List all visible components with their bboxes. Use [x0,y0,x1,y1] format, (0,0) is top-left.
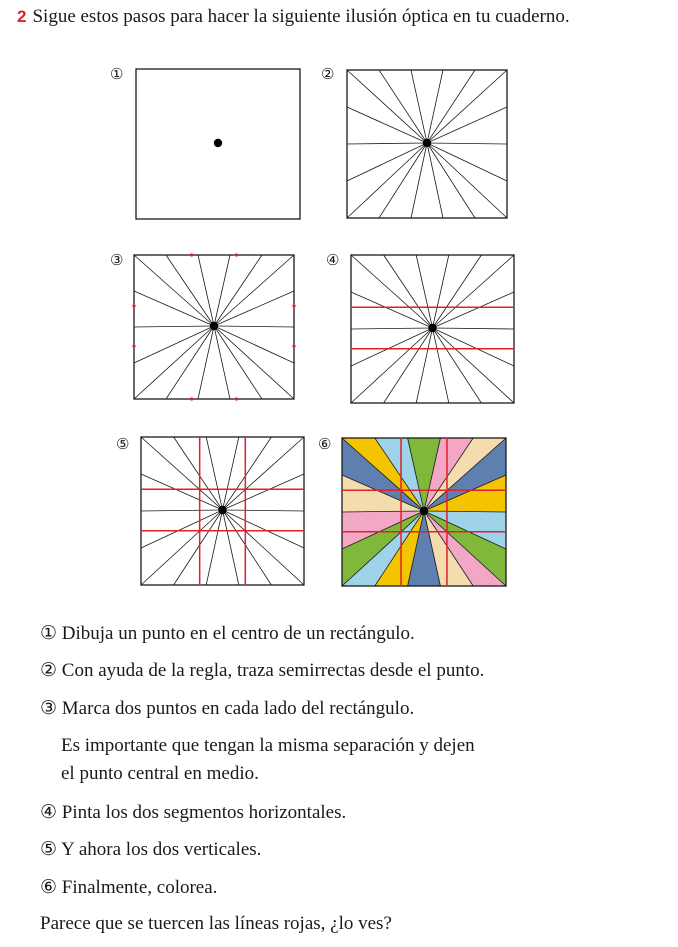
red-mark [190,397,193,400]
center-dot [428,324,436,332]
ray-line [427,143,443,218]
figure-3-marks [133,254,295,400]
step-3-note-line-1: Es importante que tengan la misma separación y dejen [61,735,475,756]
ray-line [351,328,433,403]
ray-line [427,70,507,143]
ray-line [351,328,433,329]
ray-line [198,326,214,399]
ray-line [433,328,449,403]
center-dot [214,139,222,147]
ray-line [411,143,427,218]
center-dot [210,322,218,330]
red-mark [292,304,295,307]
ray-line [427,70,443,143]
ray-line [214,326,294,327]
ray-line [351,255,433,328]
exercise-number: 2 [17,7,27,26]
ray-line [214,326,294,399]
figure-2-label: ② [321,67,335,83]
ray-line [347,143,427,144]
step-6: ⑥ Finalmente, colorea. [40,877,218,898]
ray-line [411,70,427,143]
figure-group [132,253,295,400]
red-mark [292,345,295,348]
ray-line [223,437,239,510]
ray-line [427,143,507,144]
ray-line [416,328,432,403]
figure-group [136,69,300,219]
ray-line [214,255,294,326]
ray-line [206,437,222,510]
step-3-note-line-2: el punto central en medio. [61,763,259,784]
center-dot [420,507,428,515]
step-4: ④ Pinta los dos segmentos horizontales. [40,802,347,823]
figure-6-colored [341,437,507,587]
figure-6-label: ⑥ [318,437,332,453]
ray-line [134,326,214,399]
ray-line [214,255,230,326]
ray-line [141,510,223,585]
ray-line [433,328,515,329]
figure-group [347,70,507,218]
figure-group [342,438,506,586]
figure-5-label: ⑤ [116,437,130,453]
figure-group [141,437,304,585]
exercise-title: Sigue estos pasos para hacer la siguiente ilusión óptica en tu cuaderno. [32,6,570,27]
step-2: ② Con ayuda de la regla, traza semirrectas desde el punto. [40,660,485,681]
ray-line [223,510,239,585]
center-dot [423,139,431,147]
ray-line [223,437,305,510]
step-3: ③ Marca dos puntos en cada lado del rectángulo. [40,698,415,719]
red-mark [235,397,238,400]
ray-line [433,255,515,328]
ray-line [141,437,223,510]
ray-line [433,255,449,328]
ray-line [416,255,432,328]
ray-line [198,255,214,326]
figure-2-rays [346,69,508,219]
ray-line [223,510,305,585]
ray-line [223,510,305,511]
exercise-header [17,6,570,28]
figure-4-label: ④ [326,253,340,269]
figure-3-label: ③ [110,253,124,269]
ray-line [427,143,507,218]
ray-line [433,328,515,403]
ray-line [141,510,223,511]
ray-line [134,326,214,327]
closing-question: Parece que se tuercen las líneas rojas, ¿lo ves? [40,913,392,934]
figure-4-horizontal [350,254,515,404]
step-5: ⑤ Y ahora los dos verticales. [40,839,262,860]
red-mark [235,253,238,256]
red-mark [132,304,135,307]
ray-line [134,255,214,326]
figure-1-dot [135,68,301,220]
red-mark [132,345,135,348]
figure-5-vertical [140,436,305,586]
ray-line [214,326,230,399]
ray-line [347,143,427,218]
red-mark [190,253,193,256]
step-1: ① Dibuja un punto en el centro de un rectángulo. [40,623,415,644]
figure-1-label: ① [110,67,124,83]
ray-line [206,510,222,585]
center-dot [218,506,226,514]
figure-group [351,255,514,403]
ray-line [347,70,427,143]
